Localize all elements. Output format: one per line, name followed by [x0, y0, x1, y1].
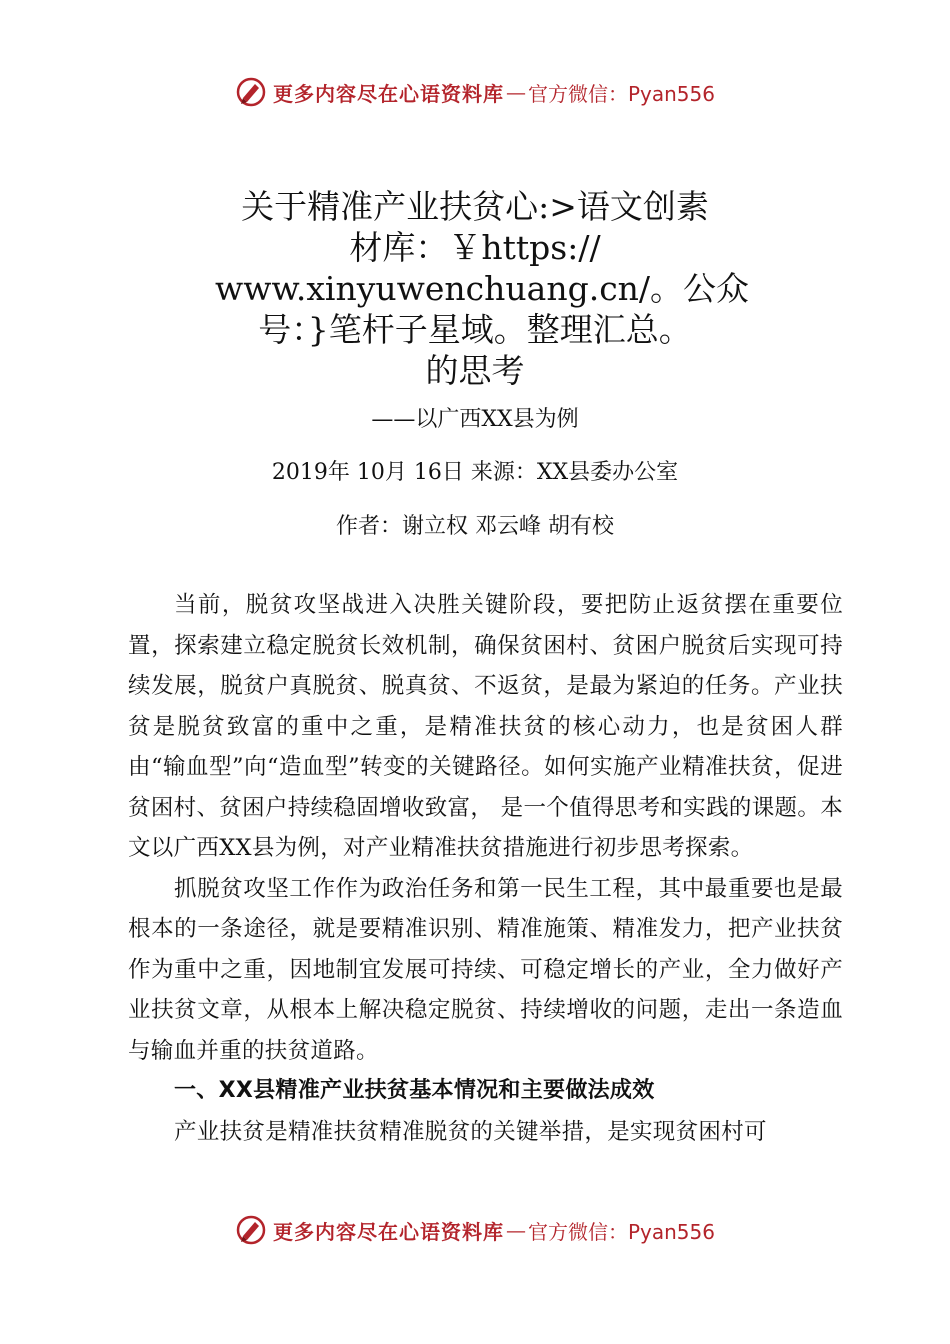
dateline: 2019年 10月 16日 来源：XX县委办公室	[271, 460, 679, 485]
authors: 作者：谢立权 邓云峰 胡有校	[336, 514, 614, 539]
banner-wechat: 官方微信：Pyan556	[527, 81, 715, 106]
pen-logo-icon	[235, 1214, 267, 1246]
title-line: www.xinyuwenchuang.cn/。公众	[215, 269, 750, 308]
banner-text: 更多内容尽在心语资料库	[272, 1219, 504, 1244]
paragraph: 抓脱贫攻坚工作作为政治任务和第一民生工程，其中最重要也是最根本的一条途径，就是要精准识别、精准施策、精准发力，把产业扶贫作为重中之重，因地制宜发展可持续、可稳定增长的产业，全力做好产业扶贫文章，从根本上解决稳定脱贫、持续增收的问题，走出一条造血与输血并重的扶贫道路。	[128, 875, 843, 1064]
document-title	[215, 186, 750, 391]
section-heading: 一、XX县精准产业扶贫基本情况和主要做法成效	[174, 1078, 655, 1103]
subtitle: ——以广西XX县为例	[371, 407, 579, 432]
title-line: 号：}笔杆子星域。整理汇总。	[258, 310, 692, 349]
title-line: 材库：￥https://	[349, 228, 601, 267]
paragraph: 当前，脱贫攻坚战进入决胜关键阶段，要把防止返贫摆在重要位置，探索建立稳定脱贫长效机制，确保贫困村、贫困户脱贫后实现可持续发展，脱贫户真脱贫、脱真贫、不返贫，是最为紧迫的任务。产业扶贫是脱贫致富的重中之重，是精准扶贫的核心动力，也是贫困人群由“输血型”向“造血型”转变的关键路径。如何实施产业精准扶贫，促进贫困村、贫困户持续稳固增收致富， 是一个值得思考和实践的课题。本文以广西XX县为例，对产业精准扶贫措施进行初步思考探索。	[128, 592, 843, 861]
document-body	[128, 585, 843, 1152]
banner-separator: —	[505, 1218, 526, 1242]
banner-separator: —	[505, 80, 526, 104]
title-line: 关于精准产业扶贫心:>语文创素	[241, 187, 709, 226]
pen-logo-icon	[235, 76, 267, 108]
banner-wechat: 官方微信：Pyan556	[527, 1219, 715, 1244]
paragraph: 产业扶贫是精准扶贫精准脱贫的关键举措，是实现贫困村可	[174, 1118, 767, 1145]
header-banner	[0, 72, 950, 112]
banner-text: 更多内容尽在心语资料库	[272, 81, 504, 106]
footer-banner	[0, 1210, 950, 1250]
title-line: 的思考	[425, 351, 525, 390]
